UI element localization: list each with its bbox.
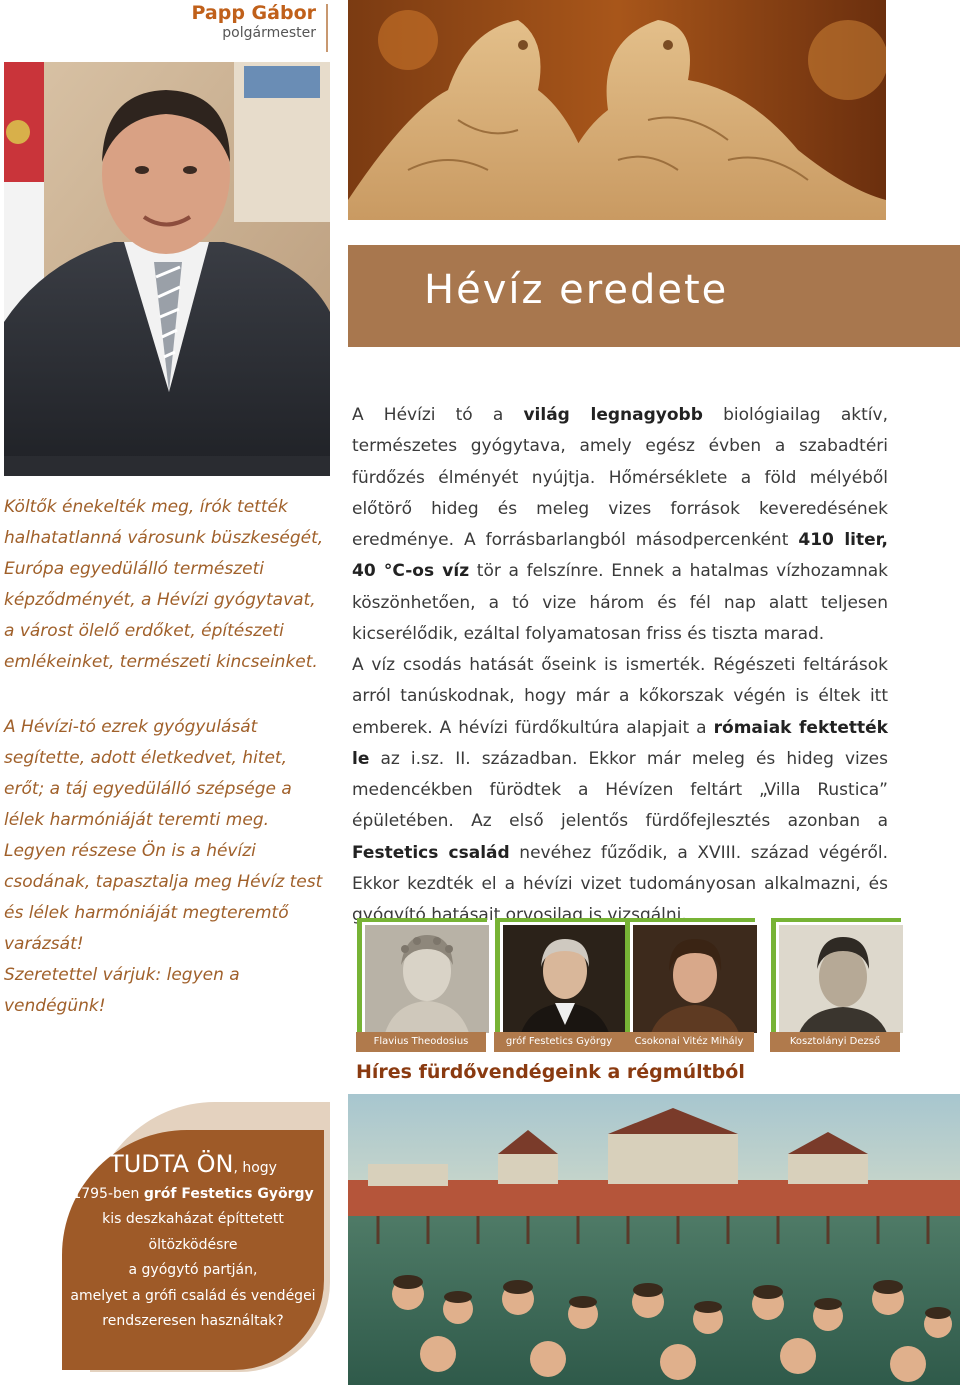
body-p2-bold-2: Festetics család (352, 842, 510, 863)
griffin-statue-photo (348, 0, 886, 220)
intro-paragraph-1: Költők énekelték meg, írók tették halhatatlanná városunk büszkeségét, Európa egyedülálló természeti képződményét, a Hévízi gyógytavat, a várost ölelő erdőket, építészeti emlékeinket, természeti kincseinket. (4, 497, 324, 672)
body-p2-bold-1: rómaiak fektették le (352, 717, 888, 769)
body-p2-a: A víz csodás hatását őseink is ismerték. Régészeti feltárások arról tanúskodnak, hogy már a kőkorszak végén is éltek itt emberek. A hévízi fürdőkultúra alapjait a (352, 655, 888, 738)
mayor-photo (4, 62, 330, 476)
caption-flavius-theodosius: Flavius Theodosius (356, 1032, 486, 1052)
portrait-kosztolanyi-dezso (776, 922, 906, 1036)
intro-paragraph-2 (4, 712, 330, 1022)
did-you-know-line5: rendszeresen használtak? (102, 1313, 284, 1329)
portrait-festetics-gyorgy (500, 922, 630, 1036)
body-p1-bold-1: világ legnagyobb (523, 405, 703, 425)
welcome-line: Szeretettel várjuk: legyen a vendégünk! (4, 965, 240, 1016)
body-p1-bold-2: 410 liter, 40 °C-os víz (352, 530, 888, 582)
page-title: Hévíz eredete (424, 267, 729, 313)
body-p2-e: nevéhez fűződik, a XVIII. század végéről. Ekkor kezdték el a hévízi vizet tudományosan alkalmazni, és gyógyító hatásait orvosilag is vizsgálni. (352, 842, 888, 926)
did-you-know-line1-bold: gróf Festetics György (143, 1185, 314, 1202)
did-you-know-text (62, 1152, 324, 1335)
caption-csokonai-vitez-mihaly: Csokonai Vitéz Mihály (624, 1032, 754, 1052)
portrait-flavius-theodosius (362, 922, 492, 1036)
famous-guests-title: Híres fürdővendégeink a régmúltból (356, 1061, 745, 1083)
did-you-know-line3: a gyógytó partján, (128, 1262, 258, 1278)
body-p2-c: az i.sz. II. században. Ekkor már meleg és hideg vizes medencékben fürödtek a Hévízen feltárt „Villa Rustica” épületében. Az első jelentős fürdőfejlesztés azonban a (352, 748, 888, 832)
body-p1-c: biológiailag aktív, természetes gyógytava, amely egész évben a szabadtéri fürdőzés élményét nyújtja. Hőmérséklete a föld mélyéből előtörő hideg és meleg vizes források keveredésének eredménye. A forrásbarlangból másodpercenként (352, 405, 888, 551)
intro-paragraph-2-text: A Hévízi-tó ezrek gyógyulását segítette, adott életkedvet, hitet, erőt; a táj egyedülálló szépsége a lélek harmóniáját teremti meg. Legyen részese Ön is a hévízi csodának, tapasztalja meg Hévíz test és lélek harmóniáját megteremtő varázsát! (4, 717, 323, 954)
did-you-know-heading: TUDTA ÖN (109, 1150, 234, 1178)
did-you-know-line4: amelyet a grófi család és vendégei (70, 1287, 316, 1304)
body-paragraph-1 (352, 400, 888, 650)
body-paragraph-2 (352, 650, 888, 932)
header-divider (326, 4, 328, 52)
body-p1-e: tör a felszínre. Ennek a hatalmas vízhozamnak köszönhetően, a tó vize három és fél nap alatt teljesen kicserélődik, ezáltal folyamatosan friss és tiszta marad. (352, 561, 888, 645)
caption-festetics-gyorgy: gróf Festetics György (494, 1032, 624, 1052)
caption-kosztolanyi-dezso: Kosztolányi Dezső (770, 1032, 900, 1052)
mayor-role: polgármester (222, 25, 316, 41)
title-banner (348, 245, 960, 347)
mayor-name-block (150, 2, 316, 42)
did-you-know-heading-suffix: , hogy (233, 1160, 277, 1176)
historic-bathers-postcard (348, 1094, 960, 1385)
mayor-name: Papp Gábor (191, 2, 316, 24)
did-you-know-line1-a: 1795-ben (72, 1185, 144, 1202)
portrait-csokonai-vitez-mihaly (630, 922, 760, 1036)
body-p1-a: A Hévízi tó a (352, 405, 524, 425)
did-you-know-line2: kis deszkaházat építtetett öltözködésre (102, 1211, 284, 1253)
